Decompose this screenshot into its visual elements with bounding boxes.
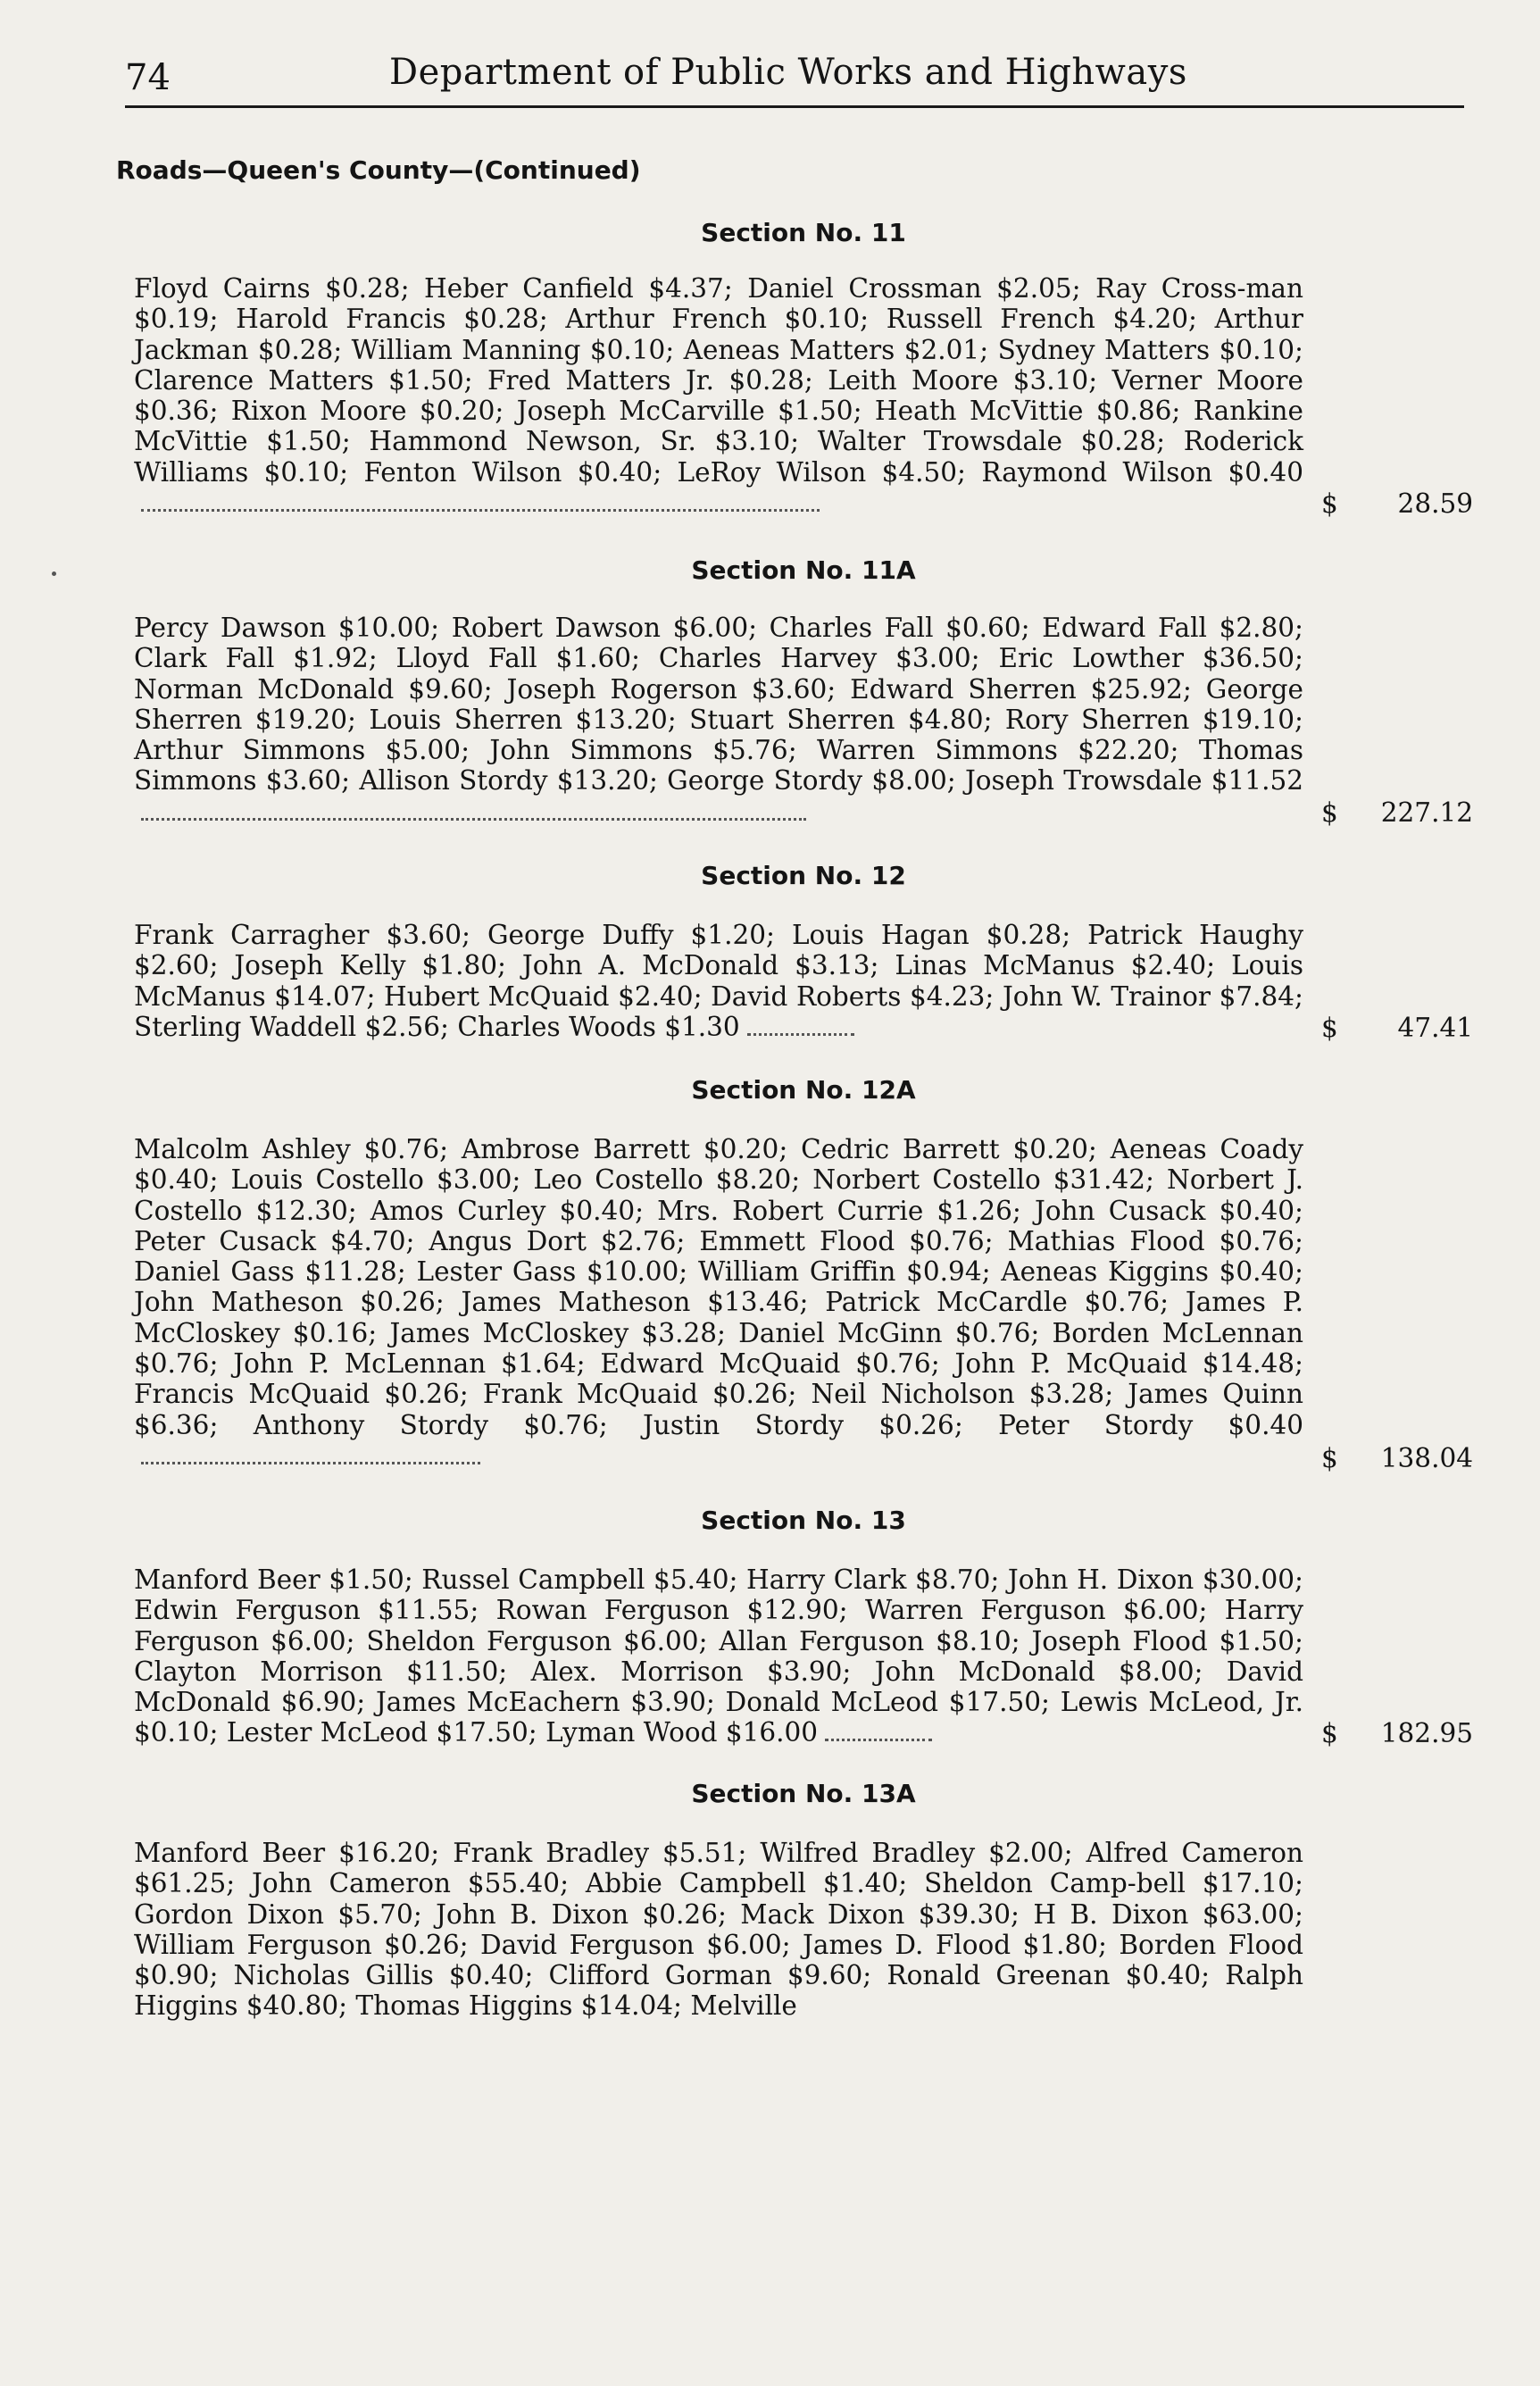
- dot-leader: [141, 1440, 480, 1464]
- section-total: 28.59: [1397, 488, 1473, 519]
- page-title: Department of Public Works and Highways: [389, 52, 1187, 93]
- section-heading: Section No. 11A: [691, 555, 916, 585]
- section-names: Percy Dawson $10.00; Robert Dawson $6.00; Charles Fall $0.60; Edward Fall $2.80; Clark Fall $1.92; Lloyd Fall $1.60; Charles Harvey $3.00; Eric Lowther $36.50; Norman McDonald $9.60; Joseph Rogerson $3.60; Edward Sherren $25.92; George Sherren $19.20; Louis Sherren $13.20; Stuart Sherren $4.80; Rory Sherren $19.10; Arthur Simmons $5.00; John Simmons $5.76; Warren Simmons $22.20; Thomas Simmons $3.60; Allison Stordy $13.20; George Stordy $8.00; Joseph Trowsdale $11.52: [134, 613, 1303, 797]
- section-entry: [134, 613, 1303, 827]
- section-names: Malcolm Ashley $0.76; Ambrose Barrett $0.20; Cedric Barrett $0.20; Aeneas Coady $0.40; Louis Costello $3.00; Leo Costello $8.20; Norbert Costello $31.42; Norbert J. Costello $12.30; Amos Curley $0.40; Mrs. Robert Currie $1.26; John Cusack $0.40; Peter Cusack $4.70; Angus Dort $2.76; Emmett Flood $0.76; Mathias Flood $0.76; Daniel Gass $11.28; Lester Gass $10.00; William Griffin $0.94; Aeneas Kiggins $0.40; John Matheson $0.26; James Matheson $13.46; Patrick McCardle $0.76; James P. McCloskey $0.16; James McCloskey $3.28; Daniel McGinn $0.76; Borden McLennan $0.76; John P. McLennan $1.64; Edward McQuaid $0.76; John P. McQuaid $14.48; Francis McQuaid $0.26; Frank McQuaid $0.26; Neil Nicholson $3.28; James Quinn $6.36; Anthony Stordy $0.76; Justin Stordy $0.26; Peter Stordy $0.40: [134, 1134, 1303, 1440]
- section-total: 227.12: [1380, 797, 1473, 828]
- section-entry: [134, 1134, 1303, 1471]
- section-heading: Section No. 12A: [691, 1075, 916, 1105]
- margin-speck: [52, 571, 56, 576]
- section-entry: [134, 1564, 1303, 1748]
- section-heading: Section No. 12: [701, 861, 906, 890]
- header-rule: [125, 105, 1464, 108]
- section-names: Manford Beer $1.50; Russel Campbell $5.40; Harry Clark $8.70; John H. Dixon $30.00; Edwin Ferguson $11.55; Rowan Ferguson $12.90; Warren Ferguson $6.00; Harry Ferguson $6.00; Sheldon Ferguson $6.00; Allan Ferguson $8.10; Joseph Flood $1.50; Clayton Morrison $11.50; Alex. Morrison $3.90; John McDonald $8.00; David McDonald $6.90; James McEachern $3.90; Donald McLeod $17.50; Lewis McLeod, Jr. $0.10; Lester McLeod $17.50; Lyman Wood $16.00: [134, 1564, 1303, 1748]
- currency-sign: $: [1321, 797, 1338, 828]
- page-number: 74: [125, 57, 171, 98]
- dot-leader: [747, 1012, 854, 1036]
- page-header: [125, 52, 1464, 102]
- currency-sign: $: [1321, 1718, 1338, 1748]
- section-entry: [134, 920, 1303, 1042]
- section-heading: Section No. 11: [701, 218, 906, 247]
- dot-leader: [141, 488, 820, 512]
- section-total: 182.95: [1380, 1718, 1473, 1748]
- section-names: Manford Beer $16.20; Frank Bradley $5.51; Wilfred Bradley $2.00; Alfred Cameron $61.25; John Cameron $55.40; Abbie Campbell $1.40; Sheldon Camp-bell $17.10; Gordon Dixon $5.70; John B. Dixon $0.26; Mack Dixon $39.30; H B. Dixon $63.00; William Ferguson $0.26; David Ferguson $6.00; James D. Flood $1.80; Borden Flood $0.90; Nicholas Gillis $0.40; Clifford Gorman $9.60; Ronald Greenan $0.40; Ralph Higgins $40.80; Thomas Higgins $14.04; Melville: [134, 1838, 1303, 2022]
- section-names: Frank Carragher $3.60; George Duffy $1.20; Louis Hagan $0.28; Patrick Haughy $2.60; Joseph Kelly $1.80; John A. McDonald $3.13; Linas McManus $2.40; Louis McManus $14.07; Hubert McQuaid $2.40; David Roberts $4.23; John W. Trainor $7.84; Sterling Waddell $2.56; Charles Woods $1.30: [134, 920, 1303, 1042]
- section-heading: Section No. 13: [701, 1506, 906, 1535]
- running-head: Roads—Queen's County—(Continued): [116, 155, 641, 185]
- dot-leader: [825, 1717, 932, 1741]
- currency-sign: $: [1321, 1443, 1338, 1473]
- section-names: Floyd Cairns $0.28; Heber Canfield $4.37; Daniel Crossman $2.05; Ray Cross-man $0.19; Harold Francis $0.28; Arthur French $0.10; Russell French $4.20; Arthur Jackman $0.28; William Manning $0.10; Aeneas Matters $2.01; Sydney Matters $0.10; Clarence Matters $1.50; Fred Matters Jr. $0.28; Leith Moore $3.10; Verner Moore $0.36; Rixon Moore $0.20; Joseph McCarville $1.50; Heath McVittie $0.86; Rankine McVittie $1.50; Hammond Newson, Sr. $3.10; Walter Trowsdale $0.28; Roderick Williams $0.10; Fenton Wilson $0.40; LeRoy Wilson $4.50; Raymond Wilson $0.40: [134, 273, 1303, 488]
- section-total: 47.41: [1397, 1013, 1473, 1043]
- section-heading: Section No. 13A: [691, 1779, 916, 1808]
- dot-leader: [141, 797, 806, 821]
- currency-sign: $: [1321, 488, 1338, 519]
- section-total: 138.04: [1380, 1443, 1473, 1473]
- currency-sign: $: [1321, 1013, 1338, 1043]
- section-entry: [134, 273, 1303, 518]
- section-entry: [134, 1838, 1303, 2022]
